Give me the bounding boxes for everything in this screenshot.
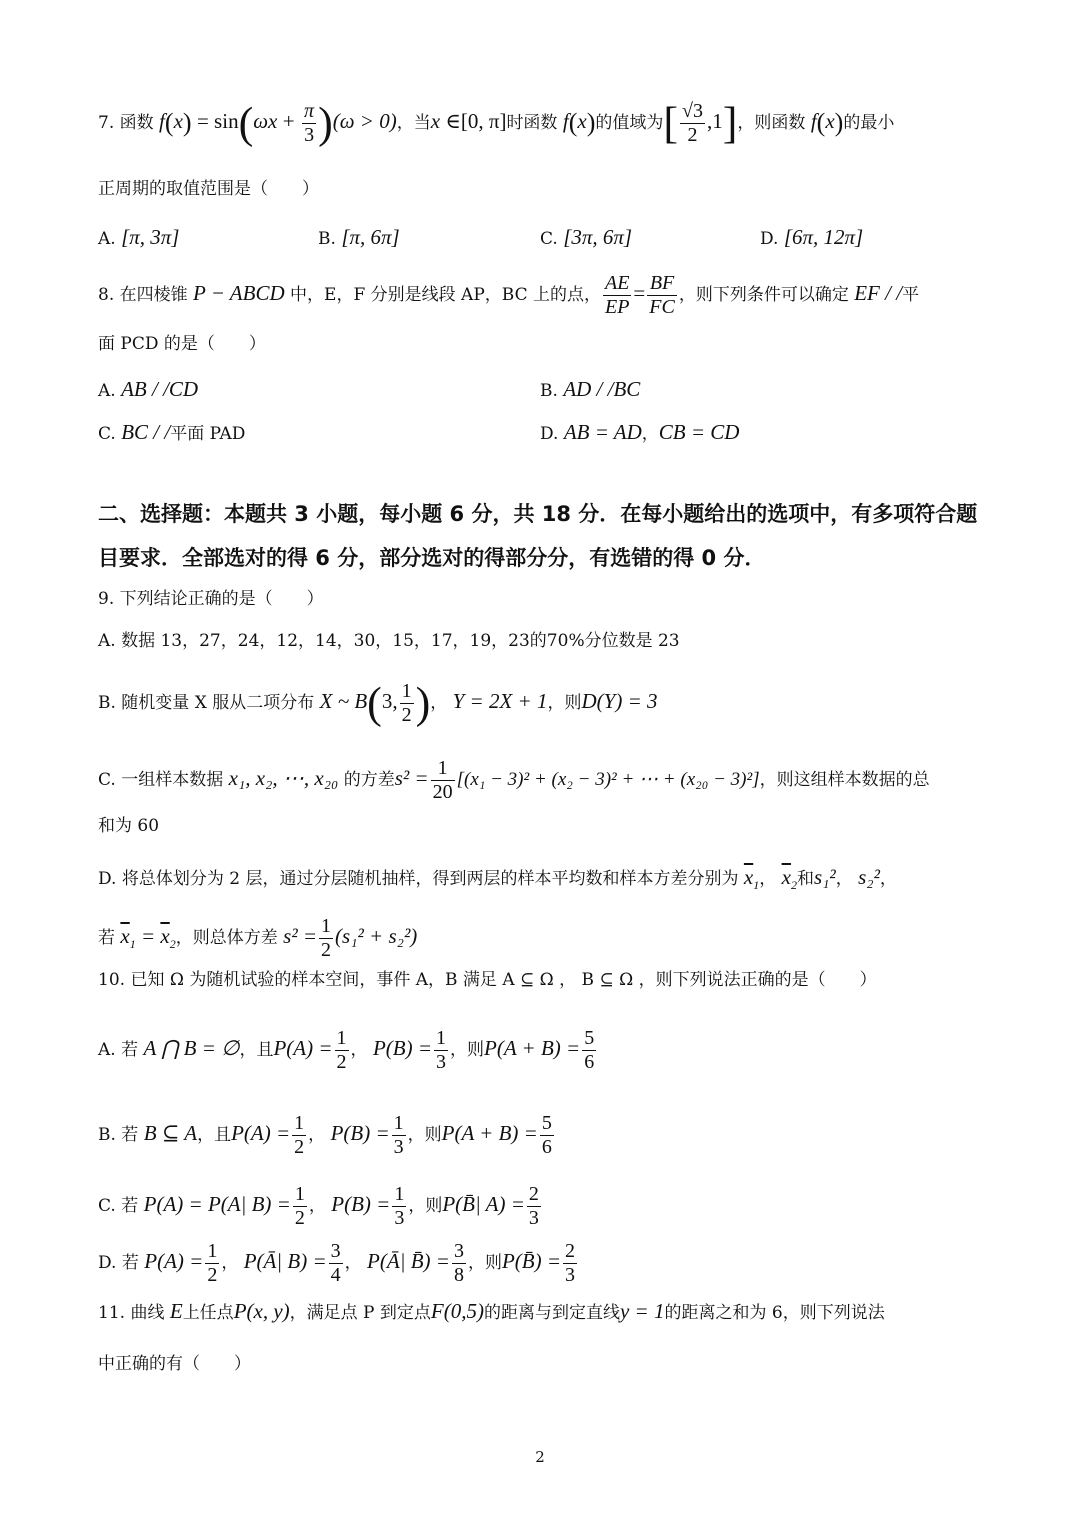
q7-option-d: D. [6π, 12π] bbox=[760, 225, 864, 249]
q10-option-a: A. 若 A ⋂ B = ∅，且P(A) = $\frac{1}{2}$ ， P(B) = $\frac{1}{3}$ ，则P(A + B) = $\frac{5}{6}$ bbox=[98, 1027, 595, 1073]
q8-stem-line1: 8. 在四棱锥 P − ABCD 中，E，F 分别是线段 AP，BC 上的点， $\frac{AE}{EP}$ = $\frac{BF}{FC}$ ，则下列条件可以确定 EF / /平 bbox=[98, 272, 920, 318]
q10-b-pab-frac: $\frac{5}{6}$ bbox=[541, 1112, 552, 1158]
q10-c-pb-frac: $\frac{1}{3}$ bbox=[394, 1183, 405, 1229]
q7-sqrt3-over-2: $\frac{√3}{2}$ bbox=[682, 100, 703, 146]
q8-option-c: C. BC / /平面 PAD bbox=[98, 420, 246, 444]
q9-d-one-half: $\frac{1}{2}$ bbox=[321, 915, 332, 961]
q10-option-b: B. 若 B ⊆ A，且P(A) = $\frac{1}{2}$ ， P(B) = $\frac{1}{3}$ ，则P(A + B) = $\frac{5}{6}$ bbox=[98, 1112, 552, 1158]
q10-option-d: D. 若 P(A) = $\frac{1}{2}$ ， P(Ā| B) = $\frac{3}{4}$ ， P(Ā| B̄) = $\frac{3}{8}$ ，则P(B̄) = $\frac{2}{3}$ bbox=[98, 1240, 576, 1286]
q9-c-one-over-twenty: $\frac{1}{20}$ bbox=[432, 757, 453, 803]
q10-b-pb-frac: $\frac{1}{3}$ bbox=[393, 1112, 404, 1158]
q8-bf-over-fc: $\frac{BF}{FC}$ bbox=[649, 272, 675, 318]
q8-ae-over-ep: $\frac{AE}{EP}$ bbox=[604, 272, 630, 318]
q9-stem: 9. 下列结论正确的是（ ） bbox=[98, 589, 324, 609]
q11-stem-line1: 11. 曲线 E上任点P(x, y)，满足点 P 到定点F(0,5)的距离与到定直线y = 1的距离之和为 6，则下列说法 bbox=[98, 1299, 885, 1323]
q10-a-pab-frac: $\frac{5}{6}$ bbox=[584, 1027, 595, 1073]
q9-option-a: A. 数据 13，27，24，12，14，30，15，17，19，23的70%分位数是 23 bbox=[98, 631, 680, 651]
q9-option-d-line1: D. 将总体划分为 2 层，通过分层随机抽样，得到两层的样本平均数和样本方差分别为 $\overline{x}_1$， $\overline{x}_2$和s₁²， s₂²， bbox=[98, 865, 897, 893]
q10-d-pab-frac: $\frac{3}{4}$ bbox=[330, 1240, 341, 1286]
q7-stem-line1: 7. 函数 f(x) = sin(ωx + $\frac{\pi}{3}$ )(ω > 0)，当x ∈[0, π]时函数 f(x)的值域为[ $\frac{√3}{2}$ ,1]，则函数 f(x)的最小 bbox=[98, 98, 895, 148]
q8-option-b: B. AD / /BC bbox=[540, 377, 641, 401]
q8-option-d: D. AB = AD，CB = CD bbox=[540, 420, 740, 444]
section2-heading-line2: 目要求．全部选对的得 6 分，部分选对的得部分分，有选错的得 0 分． bbox=[98, 546, 766, 570]
q10-b-pa-frac: $\frac{1}{2}$ bbox=[294, 1112, 305, 1158]
q7-pi-over-3: $\frac{\pi}{3}$ bbox=[304, 100, 315, 146]
q10-stem: 10. 已知 Ω 为随机试验的样本空间，事件 A，B 满足 A ⊆ Ω ， B ⊆ Ω ，则下列说法正确的是（ ） bbox=[98, 970, 877, 990]
q9-option-b: B. 随机变量 X 服从二项分布 X ~ B(3, $\frac{1}{2}$ )， Y = 2X + 1，则D(Y) = 3 bbox=[98, 678, 658, 728]
q9-option-d-line2: 若 $\overline{x}_1 = \overline{x}_2$，则总体方差 s² = $\frac{1}{2}$ (s₁² + s₂²) bbox=[98, 915, 418, 961]
q10-option-c: C. 若 P(A) = P(A| B) = $\frac{1}{2}$ ， P(B) = $\frac{1}{3}$ ，则P(B̄| A) = $\frac{2}{3}$ bbox=[98, 1183, 539, 1229]
q10-d-pa-frac: $\frac{1}{2}$ bbox=[207, 1240, 218, 1286]
q10-d-res-frac: $\frac{2}{3}$ bbox=[565, 1240, 576, 1286]
q10-c-pa-frac: $\frac{1}{2}$ bbox=[294, 1183, 305, 1229]
q8-option-a: A. AB / /CD bbox=[98, 377, 199, 401]
q11-stem-line2: 中正确的有（ ） bbox=[98, 1354, 251, 1374]
q10-a-pa-frac: $\frac{1}{2}$ bbox=[336, 1027, 347, 1073]
section2-heading-line1: 二、选择题：本题共 3 小题，每小题 6 分，共 18 分．在每小题给出的选项中，有多项符合题 bbox=[98, 502, 978, 526]
q10-d-pnab-frac: $\frac{3}{8}$ bbox=[453, 1240, 464, 1286]
q7-option-c: C. [3π, 6π] bbox=[540, 225, 633, 249]
q9-b-one-half: $\frac{1}{2}$ bbox=[401, 680, 412, 726]
q10-a-pb-frac: $\frac{1}{3}$ bbox=[436, 1027, 446, 1073]
q8-stem-line2: 面 PCD 的是（ ） bbox=[98, 334, 266, 354]
q9-option-c-line2: 和为 60 bbox=[98, 816, 160, 836]
q7-option-b: B. [π, 6π] bbox=[318, 225, 400, 249]
q9-option-c: C. 一组样本数据 x₁, x₂, ⋯, x₂₀ 的方差s² = $\frac{1}{20}$ [(x₁ − 3)² + (x₂ − 3)² + ⋯ + (x₂₀ − 3)²]，则这组样本数据的总 bbox=[98, 757, 930, 803]
q10-c-res-frac: $\frac{2}{3}$ bbox=[528, 1183, 539, 1229]
q7-option-a: A. [π, 3π] bbox=[98, 225, 180, 249]
q7-stem-line2: 正周期的取值范围是（ ） bbox=[98, 179, 319, 199]
page-number: 2 bbox=[535, 1448, 545, 1466]
